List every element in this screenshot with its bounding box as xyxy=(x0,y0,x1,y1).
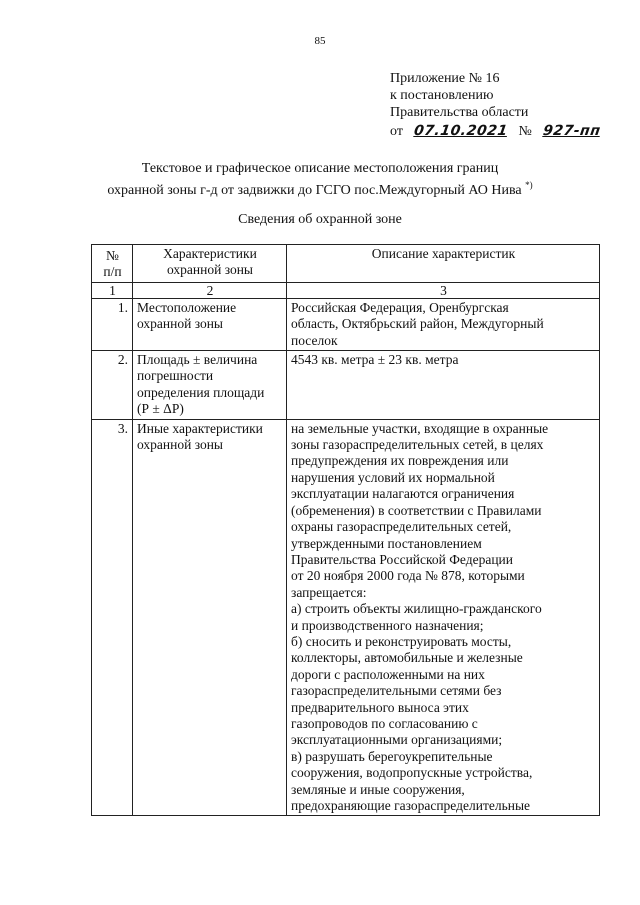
description-line: дороги с расположенными на них xyxy=(291,666,485,682)
column-number-1: 1 xyxy=(92,282,133,298)
row-characteristic xyxy=(133,419,287,816)
description-line: б) сносить и реконструировать мосты, xyxy=(291,633,512,649)
section-subtitle: Сведения об охранной зоне xyxy=(238,212,402,227)
header-col-number xyxy=(92,245,133,283)
page-number: 85 xyxy=(314,35,326,47)
description-line: эксплуатации налагаются ограничения xyxy=(291,486,515,502)
header-col-characteristics xyxy=(133,245,287,283)
description-line: предохраняющие газораспределительные xyxy=(291,798,531,813)
appendix-line-1: Приложение № 16 xyxy=(390,71,500,86)
row-description xyxy=(287,419,600,816)
title-line-2-text: охранной зоны г-д от задвижки до ГСГО пос.Междугорный АО Нива xyxy=(107,183,522,198)
title-line-2 xyxy=(0,177,640,199)
header-col-number-line-2: п/п xyxy=(103,264,122,280)
header-col-number-line-1: № xyxy=(106,248,119,263)
row-number: 1. xyxy=(92,298,133,350)
description-line: земляные и иные сооружения, xyxy=(291,781,465,797)
description-line: нарушения условий их нормальной xyxy=(291,469,495,485)
description-line: Правительства Российской Федерации xyxy=(291,551,513,567)
table-row xyxy=(92,419,600,816)
number-prefix: № xyxy=(518,124,532,139)
handwritten-date: 07.10.2021 xyxy=(412,123,509,139)
description-line: газопроводов по согласованию с xyxy=(291,715,478,731)
row-description xyxy=(287,351,600,420)
description-line: в) разрушать берегоукрепительные xyxy=(291,748,493,764)
column-number-3: 3 xyxy=(287,282,600,298)
date-prefix: от xyxy=(390,124,403,139)
description-line: сооружения, водопропускные устройства, xyxy=(291,765,533,781)
characteristic-line: Площадь ± величина xyxy=(137,352,258,368)
description-line: от 20 ноября 2000 года № 878, которыми xyxy=(291,568,525,584)
footnote-mark: *) xyxy=(525,180,533,190)
description-line: эксплуатационными организациями; xyxy=(291,732,503,748)
description-line: (обременения) в соответствии с Правилами xyxy=(291,502,542,518)
row-description xyxy=(287,298,600,350)
row-number: 2. xyxy=(92,351,133,420)
description-line: область, Октябрьский район, Междугорный xyxy=(291,316,544,332)
characteristic-line: погрешности xyxy=(137,368,214,384)
description-line: газораспределительными сетями без xyxy=(291,683,502,699)
description-line: 4543 кв. метра ± 23 кв. метра xyxy=(291,352,459,368)
table-row xyxy=(92,351,600,420)
row-number: 3. xyxy=(92,419,133,816)
header-col-characteristics-line-2: охранной зоны xyxy=(166,262,253,278)
table-row xyxy=(92,298,600,350)
column-number-row xyxy=(92,282,600,298)
description-line: коллекторы, автомобильные и железные xyxy=(291,650,523,666)
table-header-row xyxy=(92,245,600,283)
description-line: предварительного выноса этих xyxy=(291,699,469,715)
header-col-characteristics-line-1: Характеристики xyxy=(163,246,257,261)
document-title xyxy=(0,160,640,199)
characteristic-line: Иные характеристики xyxy=(137,420,263,436)
appendix-block xyxy=(390,70,600,140)
description-line: предупреждения их повреждения или xyxy=(291,453,509,469)
description-line: а) строить объекты жилищно-гражданского xyxy=(291,601,542,617)
description-line: запрещается: xyxy=(291,584,367,600)
row-characteristic xyxy=(133,351,287,420)
description-line: поселок xyxy=(291,332,338,348)
description-line: и производственного назначения; xyxy=(291,617,484,633)
header-col-description: Описание характеристик xyxy=(287,245,600,283)
appendix-line-2: к постановлению xyxy=(390,88,494,103)
description-line: охраны газораспределительных сетей, xyxy=(291,519,512,535)
protection-zone-table xyxy=(91,244,600,816)
appendix-date-line xyxy=(390,123,600,140)
appendix-line-3: Правительства области xyxy=(390,105,529,120)
characteristic-line: Местоположение xyxy=(137,299,237,315)
handwritten-number: 927-пп xyxy=(541,123,602,139)
title-line-1: Текстовое и графическое описание местоположения границ xyxy=(141,161,499,176)
description-line: утвержденными постановлением xyxy=(291,535,482,551)
description-line: Российская Федерация, Оренбургская xyxy=(291,299,509,315)
description-line: зоны газораспределительных сетей, в целях xyxy=(291,437,544,453)
characteristic-line: охранной зоны xyxy=(137,316,224,332)
characteristic-line: (Р ± ΔР) xyxy=(137,401,184,417)
description-line: на земельные участки, входящие в охранные xyxy=(291,420,549,436)
characteristic-line: охранной зоны xyxy=(137,437,224,453)
characteristic-line: определения площади xyxy=(137,384,265,400)
column-number-2: 2 xyxy=(133,282,287,298)
row-characteristic xyxy=(133,298,287,350)
